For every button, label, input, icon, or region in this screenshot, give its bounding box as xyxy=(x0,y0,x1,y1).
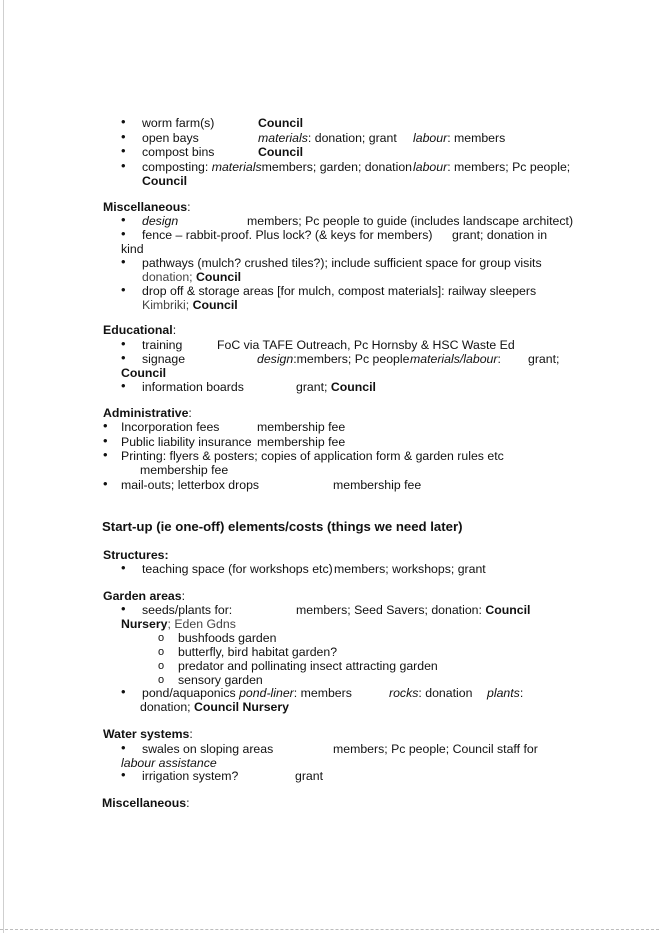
item-printing-funding: membership fee xyxy=(140,463,229,477)
item-pond-cont: donation; Council Nursery xyxy=(140,700,289,714)
item-irrigation-funding: grant xyxy=(295,769,324,783)
item-info-boards-funding: grant; Council xyxy=(296,380,376,394)
item-incorporation-funding: membership fee xyxy=(257,420,346,434)
page-left-edge xyxy=(3,0,4,933)
item-compost-bins: compost bins xyxy=(142,145,215,159)
bullet-icon: • xyxy=(121,378,126,393)
item-pond-plants: plants: xyxy=(487,686,524,700)
page-bottom-edge xyxy=(0,929,659,931)
item-info-boards: information boards xyxy=(142,380,244,394)
circle-bullet-icon: o xyxy=(158,660,165,672)
item-signage-funding: grant; xyxy=(528,352,560,366)
circle-bullet-icon: o xyxy=(158,632,165,644)
item-seeds-cont: Nursery; Eden Gdns xyxy=(121,617,236,631)
heading-garden-areas: Garden areas: xyxy=(103,589,186,603)
bullet-icon: • xyxy=(121,350,126,365)
bullet-icon: • xyxy=(103,476,108,491)
heading-educational: Educational: xyxy=(103,323,177,337)
bullet-icon: • xyxy=(121,684,126,699)
item-fence-cont: kind xyxy=(121,242,144,256)
bullet-icon: • xyxy=(121,226,126,241)
bullet-icon: • xyxy=(121,601,126,616)
bullet-icon: • xyxy=(121,767,126,782)
bullet-icon: • xyxy=(121,114,126,129)
heading-structures: Structures: xyxy=(103,548,169,562)
item-signage-materials: materials/labour: xyxy=(410,352,501,366)
bullet-icon: • xyxy=(103,418,108,433)
bullet-icon: • xyxy=(121,282,126,297)
bullet-icon: • xyxy=(121,212,126,227)
heading-miscellaneous-2: Miscellaneous: xyxy=(102,796,190,810)
item-mailouts-funding: membership fee xyxy=(333,478,422,492)
item-seeds-funding: members; Seed Savers; donation: Council xyxy=(296,603,531,617)
bullet-icon: • xyxy=(103,447,108,462)
item-signage: signage xyxy=(142,352,186,366)
item-seeds: seeds/plants for: xyxy=(142,603,233,617)
item-dropoff: drop off & storage areas [for mulch, compost materials]: railway sleepers xyxy=(142,284,537,298)
bullet-icon: • xyxy=(121,560,126,575)
item-swales-funding: members; Pc people; Council staff for xyxy=(333,742,538,756)
item-signage-design: design:members; Pc people xyxy=(257,352,410,366)
bullet-icon: • xyxy=(121,129,126,144)
item-training-text: FoC via TAFE Outreach, Pc Hornsby & HSC Waste Ed xyxy=(217,338,515,352)
heading-water-systems: Water systems: xyxy=(103,727,193,741)
item-liability: Public liability insurance xyxy=(121,435,252,449)
item-fence: fence – rabbit-proof. Plus lock? (& keys for members) xyxy=(142,228,433,242)
bullet-icon: • xyxy=(121,336,126,351)
item-composting-council: Council xyxy=(142,174,188,188)
sub-item-butterfly: butterfly, bird habitat garden? xyxy=(178,645,338,659)
item-dropoff-cont: Kimbriki; Council xyxy=(142,298,238,312)
bullet-icon: • xyxy=(121,143,126,158)
item-composting-labour: labour: members; Pc people; xyxy=(413,160,571,174)
circle-bullet-icon: o xyxy=(158,646,165,658)
item-open-bays-labour: labour: members xyxy=(413,131,506,145)
item-pathways: pathways (mulch? crushed tiles?); include sufficient space for group visits xyxy=(142,256,542,270)
item-signage-council: Council xyxy=(121,366,167,380)
sub-item-bushfoods: bushfoods garden xyxy=(178,631,277,645)
item-worm-farm-council: Council xyxy=(258,116,304,130)
item-incorporation: Incorporation fees xyxy=(121,420,220,434)
bullet-icon: • xyxy=(121,740,126,755)
item-mailouts: mail-outs; letterbox drops xyxy=(121,478,260,492)
item-pathways-cont: donation; Council xyxy=(142,270,242,284)
circle-bullet-icon: o xyxy=(158,674,165,686)
item-fence-funding: grant; donation in xyxy=(452,228,548,242)
item-teaching-space-funding: members; workshops; grant xyxy=(334,562,486,576)
item-swales: swales on sloping areas xyxy=(142,742,274,756)
item-irrigation: irrigation system? xyxy=(142,769,239,783)
item-pond: pond/aquaponics pond-liner: members xyxy=(142,686,352,700)
item-worm-farm: worm farm(s) xyxy=(142,116,215,130)
sub-item-sensory: sensory garden xyxy=(178,673,263,687)
item-composting: composting: materialsmembers; garden; donation xyxy=(142,160,412,174)
heading-startup: Start-up (ie one-off) elements/costs (things we need later) xyxy=(102,519,463,534)
item-design-text: members; Pc people to guide (includes landscape architect) xyxy=(247,214,574,228)
item-open-bays: open bays xyxy=(142,131,199,145)
item-design: design xyxy=(142,214,179,228)
item-printing: Printing: flyers & posters; copies of application form & garden rules etc xyxy=(121,449,504,463)
heading-miscellaneous: Miscellaneous: xyxy=(103,200,191,214)
heading-administrative: Administrative: xyxy=(103,406,192,420)
bullet-icon: • xyxy=(121,158,126,173)
bullet-icon: • xyxy=(121,254,126,269)
item-swales-cont: labour assistance xyxy=(121,756,217,770)
item-pond-rocks: rocks: donation xyxy=(389,686,473,700)
item-open-bays-materials: materials: donation; grant xyxy=(258,131,397,145)
item-teaching-space: teaching space (for workshops etc) xyxy=(142,562,333,576)
item-liability-funding: membership fee xyxy=(257,435,346,449)
sub-item-predator: predator and pollinating insect attracting garden xyxy=(178,659,438,673)
bullet-icon: • xyxy=(103,433,108,448)
item-compost-bins-council: Council xyxy=(258,145,304,159)
item-training: training xyxy=(142,338,183,352)
